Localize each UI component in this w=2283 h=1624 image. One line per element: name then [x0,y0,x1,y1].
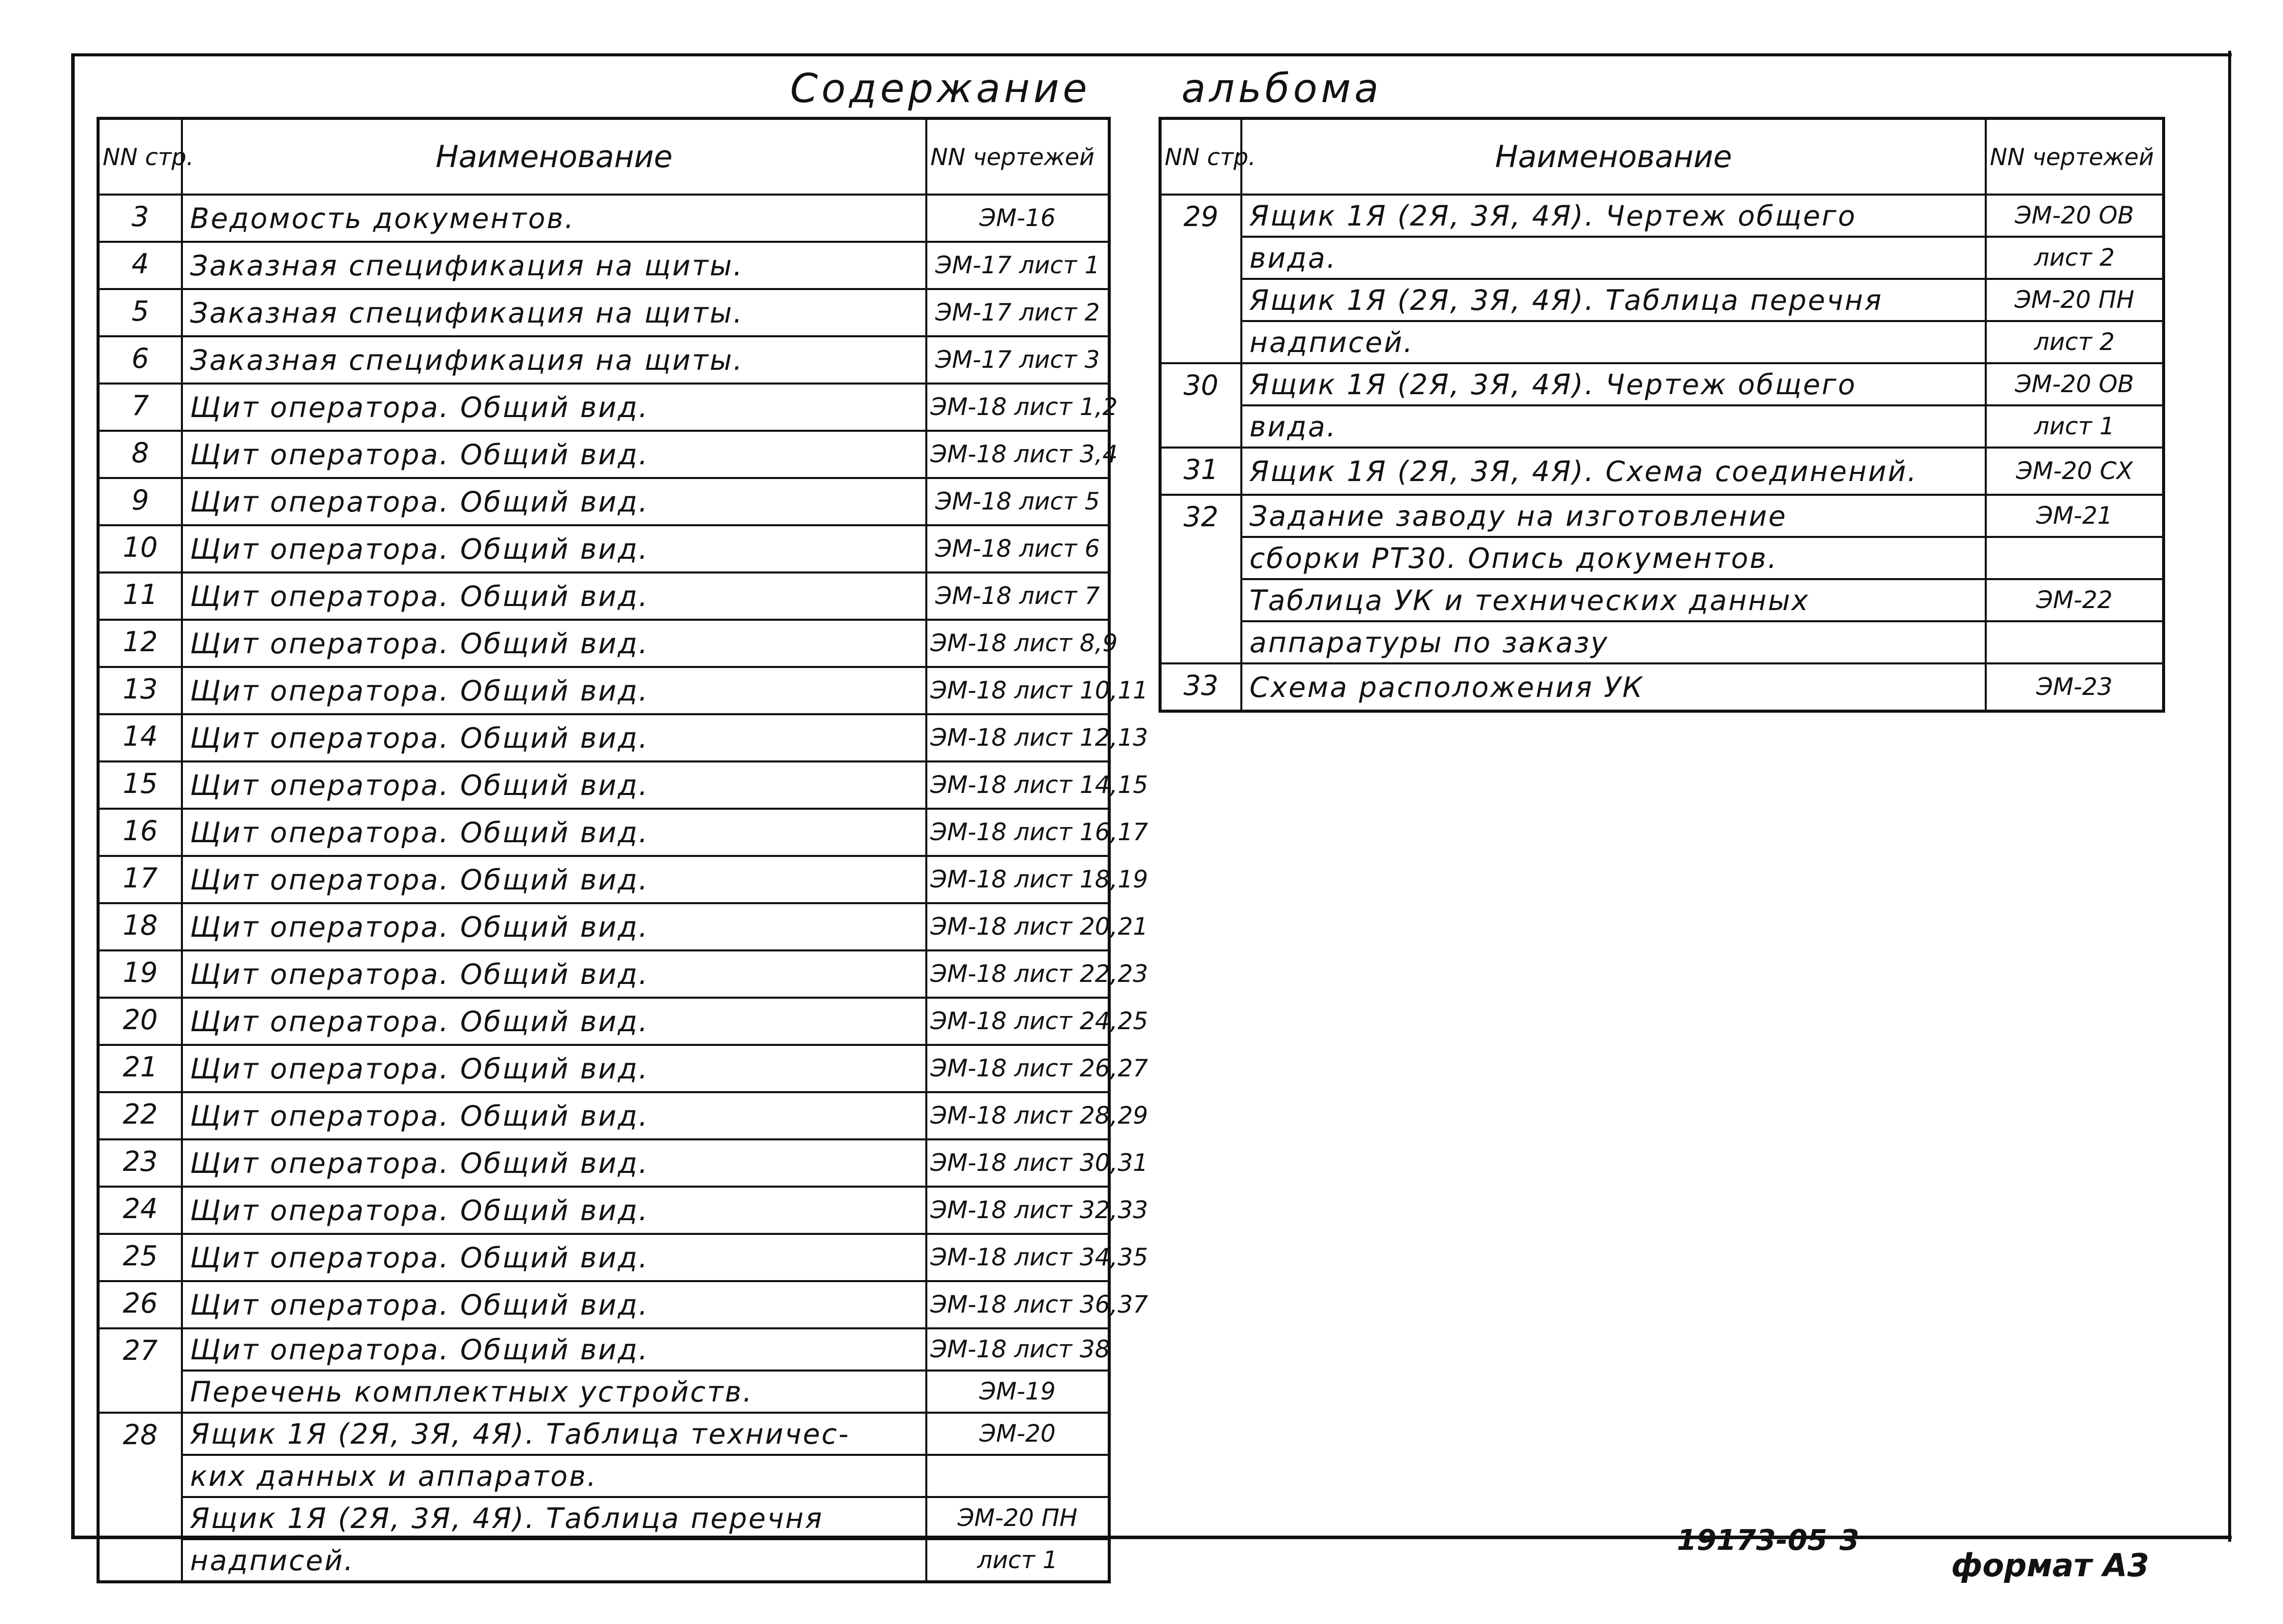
page-number-cell: 18 [98,903,182,950]
document-name-cell: вида. [1241,405,1986,448]
document-name-cell: Щит оператора. Общий вид. [182,478,926,525]
table-row [98,1092,1109,1139]
table-row [98,1328,1109,1371]
drawing-number-cell: ЭМ-20 ПН [926,1497,1109,1539]
table-row [98,384,1109,431]
page-number-cell: 21 [98,1045,182,1092]
document-name-cell: Щит оператора. Общий вид. [182,761,926,809]
page-number-cell: 30 [1160,363,1241,448]
drawing-number-cell: ЭМ-22 [1986,579,2164,621]
table-row [1160,495,2164,537]
drawing-number-cell [1986,621,2164,663]
document-name-cell: Перечень комплектных устройств. [182,1371,926,1413]
document-name-cell: Щит оператора. Общий вид. [182,1045,926,1092]
document-name-cell: Задание заводу на изготовление [1241,495,1986,537]
table-row [1160,537,2164,579]
drawing-number-cell: ЭМ-17 лист 1 [926,242,1109,289]
drawing-number-cell: ЭМ-18 лист 24,25 [926,998,1109,1045]
drawing-number-cell: ЭМ-18 лист 12,13 [926,714,1109,761]
album-title-part1: Содержание [790,66,1091,112]
header-name: Наименование [1241,118,1986,195]
header-page-number: NN стр. [98,118,182,195]
drawing-number-cell: ЭМ-18 лист 3,4 [926,431,1109,478]
drawing-number-cell: ЭМ-17 лист 3 [926,336,1109,384]
drawing-number-cell: ЭМ-18 лист 20,21 [926,903,1109,950]
drawing-number-cell: ЭМ-18 лист 36,37 [926,1281,1109,1328]
page-number-cell: 9 [98,478,182,525]
drawing-number-cell: ЭМ-18 лист 22,23 [926,950,1109,998]
document-name-cell: Щит оператора. Общий вид. [182,998,926,1045]
page-number-cell: 7 [98,384,182,431]
page-number-cell: 32 [1160,495,1241,663]
page-number-cell: 4 [98,242,182,289]
document-name-cell: Щит оператора. Общий вид. [182,950,926,998]
table-header-row [1160,118,2164,195]
table-row [1160,579,2164,621]
table-row [98,809,1109,856]
header-drawing-number: NN чертежей [1986,118,2164,195]
table-row [1160,195,2164,237]
document-name-cell: Щит оператора. Общий вид. [182,856,926,903]
drawing-number-cell: ЭМ-18 лист 14,15 [926,761,1109,809]
table-row [98,903,1109,950]
drawing-number-cell: ЭМ-18 лист 5 [926,478,1109,525]
drawing-number-cell: ЭМ-20 ОВ [1986,363,2164,405]
drawing-number-cell [1986,537,2164,579]
table-row [98,336,1109,384]
table-row [1160,405,2164,448]
document-name-cell: Щит оператора. Общий вид. [182,620,926,667]
document-name-cell: Щит оператора. Общий вид. [182,1234,926,1281]
document-name-cell: ких данных и аппаратов. [182,1455,926,1497]
document-name-cell: Щит оператора. Общий вид. [182,431,926,478]
document-name-cell: Щит оператора. Общий вид. [182,1187,926,1234]
document-name-cell: Ящик 1Я (2Я, 3Я, 4Я). Таблица техничес- [182,1413,926,1455]
drawing-number-cell: лист 1 [926,1539,1109,1582]
drawing-number-cell: ЭМ-18 лист 32,33 [926,1187,1109,1234]
document-name-cell: Щит оператора. Общий вид. [182,1281,926,1328]
document-name-cell: Заказная спецификация на щиты. [182,242,926,289]
document-name-cell: Ящик 1Я (2Я, 3Я, 4Я). Чертеж общего [1241,195,1986,237]
table-row [98,572,1109,620]
drawing-number-cell: ЭМ-20 ПН [1986,279,2164,321]
drawing-number-cell: ЭМ-23 [1986,663,2164,711]
drawing-number-cell: ЭМ-18 лист 28,29 [926,1092,1109,1139]
page-number-cell: 6 [98,336,182,384]
drawing-number-cell: лист 1 [1986,405,2164,448]
page-number-cell: 28 [98,1413,182,1582]
document-name-cell: Щит оператора. Общий вид. [182,384,926,431]
document-name-cell: Ящик 1Я (2Я, 3Я, 4Я). Таблица перечня [182,1497,926,1539]
document-code: 19173-05 [1677,1524,1827,1557]
drawing-number-cell: ЭМ-20 СХ [1986,448,2164,495]
page-number-cell: 14 [98,714,182,761]
table-row [98,1497,1109,1539]
album-title-part2: альбома [1181,66,1383,112]
table-row [98,856,1109,903]
drawing-number-cell: ЭМ-17 лист 2 [926,289,1109,336]
table-row [1160,663,2164,711]
table-row [98,1234,1109,1281]
table-row [1160,321,2164,363]
table-header-row [98,118,1109,195]
page-number-cell: 5 [98,289,182,336]
page-number-cell: 19 [98,950,182,998]
drawing-number-cell: ЭМ-18 лист 26,27 [926,1045,1109,1092]
document-name-cell: вида. [1241,237,1986,279]
header-drawing-number: NN чертежей [926,118,1109,195]
table-row [98,1371,1109,1413]
page-number-cell: 24 [98,1187,182,1234]
contents-table-left [97,117,1148,1583]
table-row [1160,237,2164,279]
table-row [1160,621,2164,663]
page-number-cell: 15 [98,761,182,809]
document-name-cell: надписей. [182,1539,926,1582]
table-row [98,195,1109,242]
contents-table-right [1159,117,2165,713]
page-number-cell: 20 [98,998,182,1045]
table-row [98,478,1109,525]
table-row [98,1045,1109,1092]
drawing-number-cell: ЭМ-18 лист 1,2 [926,384,1109,431]
document-name-cell: Щит оператора. Общий вид. [182,903,926,950]
table-row [98,1139,1109,1187]
sheet-number: 3 [1839,1524,1859,1557]
table-row [98,1539,1109,1582]
table-row [98,1413,1109,1455]
document-name-cell: Щит оператора. Общий вид. [182,1092,926,1139]
document-name-cell: Таблица УК и технических данных [1241,579,1986,621]
drawing-number-cell: ЭМ-18 лист 30,31 [926,1139,1109,1187]
page-number-cell: 22 [98,1092,182,1139]
drawing-number-cell: ЭМ-18 лист 7 [926,572,1109,620]
drawing-number-cell: ЭМ-18 лист 34,35 [926,1234,1109,1281]
document-name-cell: надписей. [1241,321,1986,363]
page-number-cell: 23 [98,1139,182,1187]
table-row [98,1187,1109,1234]
drawing-number-cell: ЭМ-18 лист 10,11 [926,667,1109,714]
page-number-cell: 11 [98,572,182,620]
document-name-cell: Щит оператора. Общий вид. [182,1328,926,1371]
table-row [98,289,1109,336]
document-name-cell: Схема расположения УК [1241,663,1986,711]
document-name-cell: Ящик 1Я (2Я, 3Я, 4Я). Чертеж общего [1241,363,1986,405]
drawing-frame-right-edge [2228,51,2231,1542]
table-row [98,714,1109,761]
drawing-number-cell: лист 2 [1986,237,2164,279]
drawing-number-cell: ЭМ-18 лист 18,19 [926,856,1109,903]
drawing-number-cell [926,1455,1109,1497]
drawing-number-cell: ЭМ-18 лист 16,17 [926,809,1109,856]
document-name-cell: Щит оператора. Общий вид. [182,809,926,856]
drawing-number-cell: ЭМ-18 лист 8,9 [926,620,1109,667]
document-name-cell: Щит оператора. Общий вид. [182,714,926,761]
page-number-cell: 31 [1160,448,1241,495]
drawing-number-cell: ЭМ-18 лист 38 [926,1328,1109,1371]
document-name-cell: Щит оператора. Общий вид. [182,1139,926,1187]
table-row [1160,279,2164,321]
document-name-cell: Щит оператора. Общий вид. [182,667,926,714]
drawing-number-cell: ЭМ-20 ОВ [1986,195,2164,237]
page-number-cell: 16 [98,809,182,856]
document-name-cell: Заказная спецификация на щиты. [182,336,926,384]
document-name-cell: Ящик 1Я (2Я, 3Я, 4Я). Таблица перечня [1241,279,1986,321]
page-number-cell: 10 [98,525,182,572]
page-number-cell: 25 [98,1234,182,1281]
drawing-number-cell: ЭМ-20 [926,1413,1109,1455]
table-row [98,1281,1109,1328]
drawing-number-cell: лист 2 [1986,321,2164,363]
drawing-number-cell: ЭМ-19 [926,1371,1109,1413]
page-number-cell: 3 [98,195,182,242]
table-row [98,950,1109,998]
header-page-number: NN стр. [1160,118,1241,195]
table-row [1160,448,2164,495]
page-number-cell: 29 [1160,195,1241,363]
document-name-cell: аппаратуры по заказу [1241,621,1986,663]
table-row [98,431,1109,478]
document-name-cell: сборки РТ30. Опись документов. [1241,537,1986,579]
page-number-cell: 8 [98,431,182,478]
table-row [98,1455,1109,1497]
page-number-cell: 17 [98,856,182,903]
paper-format: формат А3 [1951,1547,2149,1584]
drawing-number-cell: ЭМ-21 [1986,495,2164,537]
drawing-number-cell: ЭМ-16 [926,195,1109,242]
page-number-cell: 26 [98,1281,182,1328]
document-name-cell: Щит оператора. Общий вид. [182,572,926,620]
page-number-cell: 27 [98,1328,182,1413]
table-row [98,998,1109,1045]
drawing-number-cell: ЭМ-18 лист 6 [926,525,1109,572]
document-name-cell: Ведомость документов. [182,195,926,242]
table-row [98,242,1109,289]
page-number-cell: 12 [98,620,182,667]
document-name-cell: Ящик 1Я (2Я, 3Я, 4Я). Схема соединений. [1241,448,1986,495]
document-name-cell: Заказная спецификация на щиты. [182,289,926,336]
table-row [1160,363,2164,405]
table-row [98,667,1109,714]
header-name: Наименование [182,118,926,195]
page-number-cell: 33 [1160,663,1241,711]
table-row [98,525,1109,572]
table-row [98,620,1109,667]
page-number-cell: 13 [98,667,182,714]
table-row [98,761,1109,809]
document-name-cell: Щит оператора. Общий вид. [182,525,926,572]
